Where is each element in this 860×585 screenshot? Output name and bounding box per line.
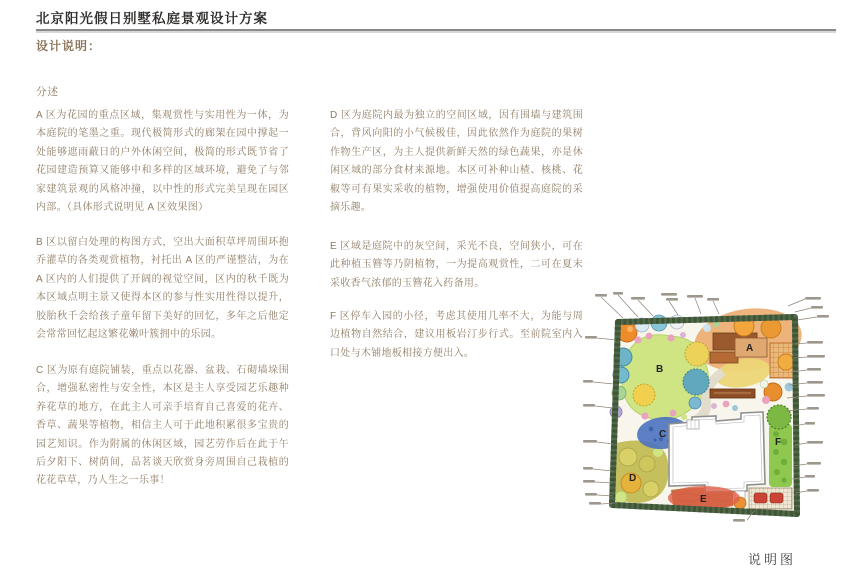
paragraph-zone-c: C 区为原有庭院铺装，重点以花器、盆栽、石砌墙垛围合，增强私密性与安全性，本区是主人享受园艺乐趣种养花草的地方，在此主人可亲手培育自己喜爱的花卉、香草、蔬果等植物，相信主人可于此地积累很多宝贵的园艺知识。作为附属的休闲区域，园艺劳作后在此于午后夕阳下、树荫间，品茗谈天欣赏身旁周围自己栽植的花花草草，乃人生之一乐事！: [36, 365, 289, 487]
zone-label-c: C: [659, 429, 667, 440]
paragraph-zone-a: A 区为花园的重点区域，集观赏性与实用性为一体，为本庭院的笔墨之重。现代极简形式的廊架在园中撑起一处能够遮雨蔽日的户外休闲空间，极简的形式既节省了花园建造预算又能够中和多样的区域环境，避免了与邻家建筑景观的风格冲撞，以中性的形式完美呈现在园区内部。（具体形式说明见 A 区效果图）: [36, 110, 289, 214]
garden-plan-figure: [583, 292, 860, 537]
plan-annotations-top: [595, 292, 719, 318]
title-rule: [36, 29, 836, 31]
paragraph-zone-f: F 区停车入园的小径，考虑其使用几率不大，为能与周边植物自然结合，建议用板岩汀步行式。至前院室内入口处与木铺地板相接方便出入。: [330, 311, 583, 359]
page-title: 北京阳光假日别墅私庭景观设计方案: [36, 11, 268, 26]
timber-bench: [710, 389, 755, 398]
garden-plan-svg: [583, 292, 860, 537]
zone-label-b: B: [656, 364, 664, 375]
zone-label-d: D: [629, 473, 637, 484]
section-heading: 设计说明：: [36, 39, 102, 53]
zone-label-f: F: [775, 437, 782, 448]
zone-f-strip: [769, 424, 792, 487]
subsection-heading: 分述: [36, 86, 59, 98]
zone-label-e: E: [700, 494, 707, 505]
figure-caption: 说明图: [748, 552, 797, 567]
zone-f-tree: [767, 405, 791, 429]
zone-label-a: A: [746, 343, 754, 354]
paragraph-zone-d: D 区为庭院内最为独立的空间区域，因有围墙与建筑围合，背风向阳的小气候极佳，因此依然作为庭院的果树作物生产区，为主人提供新鲜天然的绿色蔬果，亦是休闲区域的部分食材来源地。本区可补种山楂、核桃、花椒等可有果实采收的植物，增强使用价值提高庭院的采摘乐趣。: [330, 110, 583, 214]
house-entry-steps: [687, 420, 699, 429]
paragraph-zone-e: E 区域是庭院中的灰空间，采光不良，空间狭小，可在此种植玉簪等乃阴植物，一为提高观赏性，二可在夏末采收香气浓郁的玉簪花入药备用。: [330, 241, 583, 289]
paragraph-zone-b: B 区以留白处理的构图方式，空出大面积草坪周围环抱乔灌草的各类观赏植物，衬托出 A 区的严谨整洁，为在 A 区内的人们提供了开阔的视觉空间，区内的秋千既为本区域点明主景又使得本区的参与性实用性得以提升，胶胎秋千会给孩子童年留下美好的回忆，多年之后他定会常常回忆起这繁花嫩叶簇拥中的乐园。: [36, 237, 289, 341]
